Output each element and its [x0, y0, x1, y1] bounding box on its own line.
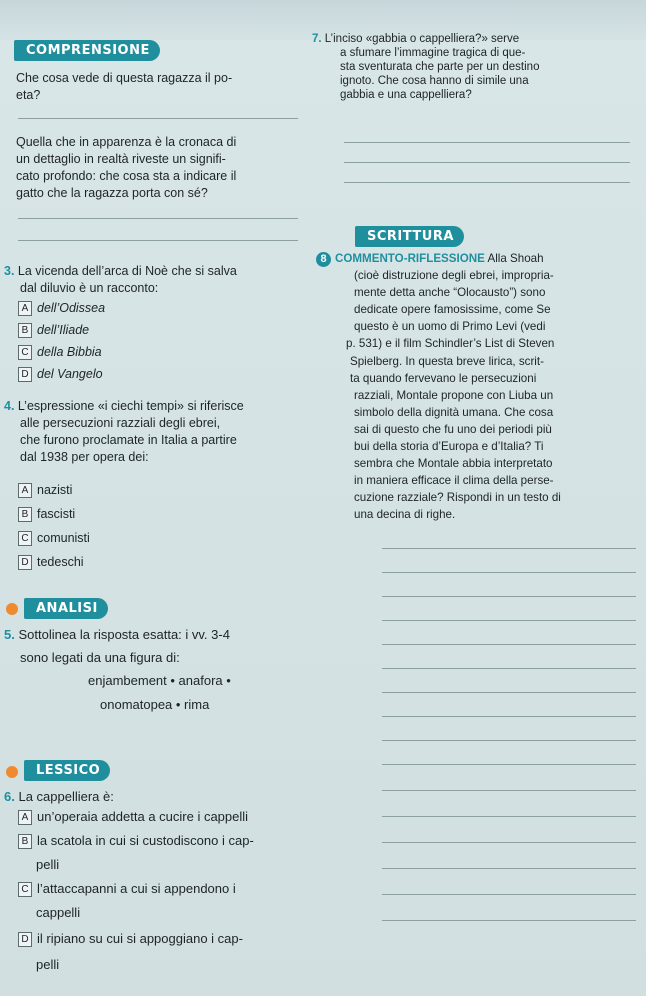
option-text: il ripiano su cui si appoggiano i cap- [37, 931, 243, 946]
answer-line[interactable] [382, 572, 636, 573]
answer-line[interactable] [344, 142, 630, 143]
question-text: L’espressione «i ciechi tempi» si riferisce [17, 399, 244, 413]
option-text: un’operaia addetta a cucire i cappelli [37, 809, 249, 824]
question-text: Che cosa vede di questa ragazza il po- [16, 71, 233, 85]
section-label: SCRITTURA [355, 226, 464, 247]
question-text: dal diluvio è un racconto: [20, 281, 159, 295]
checkbox[interactable]: C [18, 882, 32, 897]
answer-line[interactable] [382, 740, 636, 741]
answer-line[interactable] [382, 548, 636, 549]
answer-line[interactable] [382, 716, 636, 717]
checkbox[interactable]: C [18, 345, 32, 360]
question-text: questo è un uomo di Primo Levi (vedi [354, 320, 546, 334]
question-text: che furono proclamate in Italia a partire [20, 433, 237, 447]
answer-line[interactable] [382, 692, 636, 693]
answer-line[interactable] [382, 764, 636, 765]
question-text: L’inciso «gabbia o cappelliera?» serve [324, 33, 520, 45]
question-number: 3. [4, 264, 15, 278]
option-b[interactable] [18, 322, 89, 339]
checkbox[interactable]: B [18, 323, 32, 338]
section-analisi [24, 598, 108, 619]
answer-line[interactable] [382, 596, 636, 597]
option-b[interactable] [18, 832, 318, 849]
question-text: La cappelliera è: [18, 789, 114, 804]
question-text: un dettaglio in realtà riveste un signifi- [16, 152, 226, 166]
question-text: in maniera efficace il clima della perse- [354, 474, 554, 488]
question-text: cato profondo: che cosa sta a indicare il [16, 169, 237, 183]
question-heading: COMMENTO-RIFLESSIONE [335, 252, 485, 265]
checkbox[interactable]: A [18, 483, 32, 498]
option-text: comunisti [37, 531, 90, 545]
question-number: 5. [4, 627, 15, 642]
question-1 [16, 70, 316, 104]
option-text: della Bibbia [37, 345, 102, 359]
question-text: La vicenda dell’arca di Noè che si salva [17, 264, 237, 278]
section-scrittura [355, 226, 464, 247]
answer-line[interactable] [382, 868, 636, 869]
question-text: mente detta anche “Olocausto”) sono [354, 286, 546, 300]
option-text: dell’Odissea [37, 301, 106, 315]
option-b[interactable] [18, 506, 75, 523]
option-text: del Vangelo [37, 367, 103, 381]
section-lessico [24, 760, 110, 781]
question-7 [312, 32, 637, 102]
option-text: tedeschi [37, 555, 84, 569]
section-label: COMPRENSIONE [14, 40, 160, 61]
answer-line[interactable] [382, 668, 636, 669]
question-number: 4. [4, 399, 15, 413]
answer-line[interactable] [382, 620, 636, 621]
answer-line[interactable] [382, 816, 636, 817]
question-number: 6. [4, 789, 15, 804]
figure-choices[interactable]: enjambement • anafora • [88, 673, 231, 688]
option-text: pelli [36, 957, 60, 972]
question-text: alle persecuzioni razziali degli ebrei, [20, 416, 221, 430]
question-5 [4, 626, 314, 666]
option-text: la scatola in cui si custodiscono i cap- [37, 833, 254, 848]
answer-line[interactable] [382, 790, 636, 791]
question-6 [4, 788, 314, 805]
question-text: gabbia e una cappelliera? [340, 89, 472, 101]
option-text: dell’Iliade [37, 323, 90, 337]
answer-line[interactable] [18, 118, 298, 119]
checkbox[interactable]: B [18, 507, 32, 522]
option-text: l’attaccapanni a cui si appendono i [37, 881, 236, 896]
question-text: p. 531) e il film Schindler’s List di Steven [346, 337, 555, 351]
figure-choices[interactable]: onomatopea • rima [100, 697, 210, 712]
question-text: sembra che Montale abbia interpretato [354, 457, 553, 471]
question-number: 7. [312, 33, 322, 45]
section-bullet-icon [6, 766, 18, 778]
question-text: simbolo della dignità umana. Che cosa [354, 405, 554, 419]
option-d[interactable] [18, 930, 318, 947]
answer-line[interactable] [344, 162, 630, 163]
question-4 [4, 398, 314, 466]
question-text: gatto che la ragazza porta con sé? [16, 186, 208, 200]
option-text: cappelli [36, 905, 81, 920]
option-a[interactable] [18, 300, 105, 317]
question-text: dedicate opere famosissime, come Se [354, 303, 551, 317]
answer-line[interactable] [382, 920, 636, 921]
section-bullet-icon [6, 603, 18, 615]
question-text: ignoto. Che cosa hanno di simile una [340, 75, 529, 87]
checkbox[interactable]: C [18, 531, 32, 546]
question-text: ta quando fervevano le persecuzioni [350, 371, 537, 385]
option-text: nazisti [37, 483, 73, 497]
option-d[interactable] [18, 554, 84, 571]
section-label: LESSICO [24, 760, 110, 781]
option-d[interactable] [18, 366, 103, 383]
answer-line[interactable] [382, 644, 636, 645]
option-c[interactable] [18, 344, 102, 361]
answer-line[interactable] [18, 240, 298, 241]
question-text: cuzione razziale? Rispondi in un testo di [354, 491, 561, 505]
answer-line[interactable] [382, 894, 636, 895]
question-text: Quella che in apparenza è la cronaca di [16, 135, 237, 149]
option-text: pelli [36, 857, 60, 872]
answer-line[interactable] [18, 218, 298, 219]
checkbox[interactable]: D [18, 555, 32, 570]
section-label: ANALISI [24, 598, 108, 619]
checkbox[interactable]: B [18, 834, 32, 849]
question-text: Spielberg. In questa breve lirica, scrit- [350, 354, 544, 368]
section-comprensione [14, 40, 160, 61]
question-text: Sottolinea la risposta esatta: i vv. 3-4 [18, 627, 230, 642]
question-2 [16, 134, 316, 202]
question-text: Alla Shoah [484, 252, 544, 265]
question-text: sta sventurata che parte per un destino [340, 61, 540, 73]
question-text: sai di questo che fu uno dei periodi più [354, 422, 552, 436]
question-text: sono legati da una figura di: [20, 650, 180, 665]
question-text: (cioè distruzione degli ebrei, impropria- [354, 269, 554, 283]
checkbox[interactable]: D [18, 932, 32, 947]
option-c[interactable] [18, 530, 90, 547]
checkbox[interactable]: A [18, 301, 32, 316]
option-c[interactable] [18, 880, 318, 897]
option-a[interactable] [18, 482, 72, 499]
answer-line[interactable] [382, 842, 636, 843]
question-3 [4, 263, 314, 297]
question-text: a sfumare l’immagine tragica di que- [340, 47, 526, 59]
question-text: eta? [16, 88, 41, 102]
question-text: razziali, Montale propone con Liuba un [354, 388, 554, 402]
option-text: fascisti [37, 507, 76, 521]
checkbox[interactable]: A [18, 810, 32, 825]
question-8 [316, 250, 638, 524]
question-number: 8 [316, 252, 331, 267]
option-a[interactable] [18, 808, 318, 825]
checkbox[interactable]: D [18, 367, 32, 382]
question-text: dal 1938 per opera dei: [20, 450, 149, 464]
question-text: bui della storia d’Europa e d’Italia? Ti [354, 440, 544, 454]
answer-line[interactable] [344, 182, 630, 183]
question-text: una decina di righe. [354, 508, 456, 522]
